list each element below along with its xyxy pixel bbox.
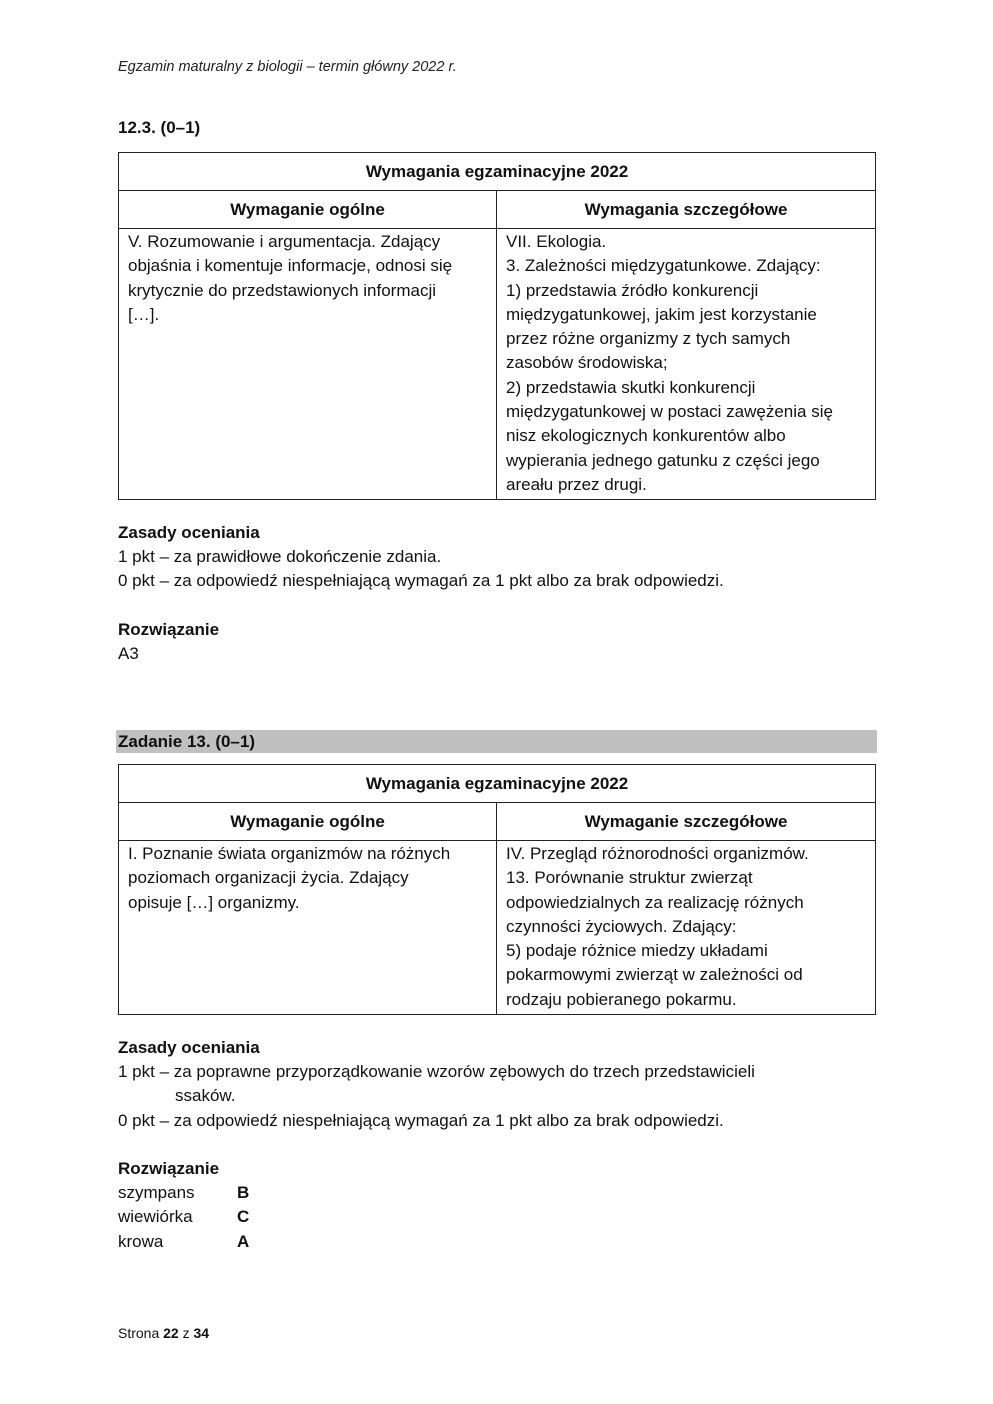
- cell-line: areału przez drugi.: [506, 474, 647, 494]
- cell-line: 2) przedstawia skutki konkurencji: [506, 377, 756, 397]
- cell-line: poziomach organizacji życia. Zdający: [128, 868, 409, 888]
- cell-line: objaśnia i komentuje informacje, odnosi się: [128, 256, 453, 276]
- solution-title: Rozwiązanie: [118, 1159, 220, 1178]
- task-12-3-title-wrap: [118, 118, 875, 138]
- col-header-general: Wymaganie ogólne: [119, 803, 497, 841]
- solution-title: Rozwiązanie: [118, 620, 220, 639]
- answer-row: [118, 1230, 875, 1254]
- scoring-line-1pkt: 1 pkt – za prawidłowe dokończenie zdania.: [118, 547, 442, 566]
- solution-12-3: [118, 618, 875, 666]
- page-header: Egzamin maturalny z biologii – termin główny 2022 r.: [118, 59, 457, 75]
- scoring-line-1pkt-continued: ssaków.: [175, 1086, 236, 1106]
- cell-line: czynności życiowych. Zdający:: [506, 916, 737, 936]
- cell-line: IV. Przegląd różnorodności organizmów.: [506, 844, 809, 863]
- cell-line: 1) przedstawia źródło konkurencji: [506, 280, 759, 300]
- cell-line: odpowiedzialnych za realizację różnych: [506, 892, 804, 912]
- table-caption: Wymagania egzaminacyjne 2022: [119, 765, 876, 803]
- cell-line: nisz ekologicznych konkurentów albo: [506, 426, 786, 446]
- cell-line: 13. Porównanie struktur zwierząt: [506, 868, 753, 888]
- answer-animal: szympans: [118, 1183, 195, 1202]
- scoring-title: Zasady oceniania: [118, 1038, 260, 1057]
- cell-line: wypierania jednego gatunku z części jego: [506, 450, 820, 470]
- solution-answer: A3: [118, 644, 139, 663]
- answer-row: [118, 1181, 875, 1205]
- scoring-line-1pkt: 1 pkt – za poprawne przyporządkowanie wzorów zębowych do trzech przedstawicieli: [118, 1062, 755, 1081]
- answer-row: [118, 1205, 875, 1229]
- table-caption: Wymagania egzaminacyjne 2022: [119, 153, 876, 191]
- scoring-title: Zasady oceniania: [118, 523, 260, 542]
- cell-line: przez różne organizmy z tych samych: [506, 329, 791, 349]
- answer-animal: krowa: [118, 1231, 164, 1251]
- cell-line: opisuje […] organizmy.: [128, 892, 300, 912]
- detailed-requirement-cell: [497, 841, 876, 1015]
- scoring-line-0pkt: 0 pkt – za odpowiedź niespełniającą wymagań za 1 pkt albo za brak odpowiedzi.: [118, 1110, 724, 1130]
- cell-line: krytycznie do przedstawionych informacji: [128, 280, 437, 300]
- cell-line: V. Rozumowanie i argumentacja. Zdający: [128, 232, 441, 251]
- general-requirement-cell: [119, 841, 497, 1015]
- col-header-detailed: Wymaganie szczegółowe: [497, 803, 876, 841]
- answer-letter: B: [237, 1183, 250, 1202]
- cell-line: I. Poznanie świata organizmów na różnych: [128, 844, 451, 863]
- cell-line: międzygatunkowej, jakim jest korzystanie: [506, 304, 817, 324]
- requirements-table-13: [118, 764, 875, 1015]
- footer-prefix: Strona: [118, 1325, 160, 1341]
- answer-animal: wiewiórka: [118, 1207, 193, 1227]
- cell-line: 5) podaje różnice miedzy układami: [506, 941, 768, 961]
- solution-13: [118, 1157, 875, 1254]
- col-header-general: Wymaganie ogólne: [119, 191, 497, 229]
- scoring-rules-13: [118, 1036, 875, 1133]
- footer-total-pages: 34: [193, 1325, 210, 1341]
- cell-line: rodzaju pobieranego pokarmu.: [506, 989, 737, 1009]
- general-requirement-cell: [119, 229, 497, 500]
- cell-line: VII. Ekologia.: [506, 232, 607, 251]
- cell-line: międzygatunkowej w postaci zawężenia się: [506, 402, 833, 422]
- requirements-table-12-3: [118, 152, 875, 500]
- col-header-detailed: Wymagania szczegółowe: [497, 191, 876, 229]
- footer-separator: z: [182, 1325, 190, 1341]
- cell-line: 3. Zależności międzygatunkowe. Zdający:: [506, 256, 821, 276]
- answer-list: [118, 1181, 875, 1254]
- footer-page-number: 22: [163, 1325, 179, 1341]
- scoring-line-0pkt: 0 pkt – za odpowiedź niespełniającą wymagań za 1 pkt albo za brak odpowiedzi.: [118, 571, 724, 591]
- cell-line: […].: [128, 304, 160, 324]
- subtask-title: 12.3. (0–1): [118, 118, 201, 137]
- task-13-title-bar: Zadanie 13. (0–1): [116, 730, 877, 753]
- detailed-requirement-cell: [497, 229, 876, 500]
- page-footer: [118, 1325, 209, 1341]
- answer-letter: C: [237, 1207, 250, 1227]
- cell-line: zasobów środowiska;: [506, 353, 668, 373]
- cell-line: pokarmowymi zwierząt w zależności od: [506, 965, 803, 985]
- scoring-rules-12-3: [118, 521, 875, 594]
- answer-letter: A: [237, 1231, 250, 1251]
